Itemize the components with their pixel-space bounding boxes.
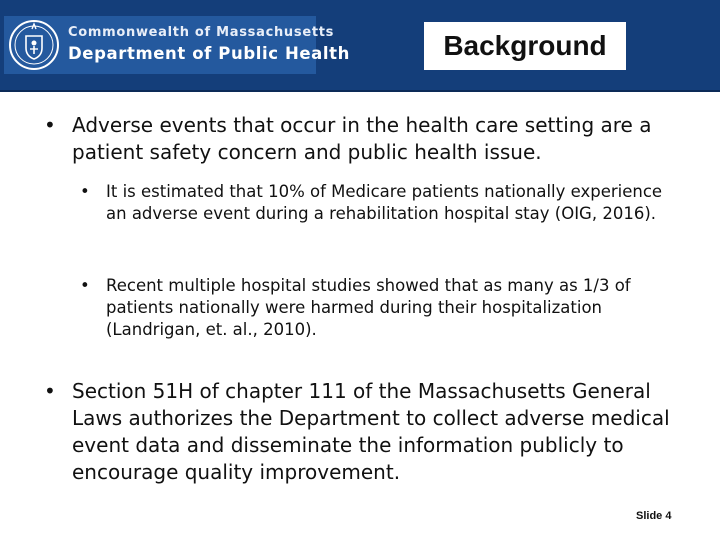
state-seal-icon <box>8 19 60 71</box>
bullet-text: It is estimated that 10% of Medicare patients nationally experience an adverse event during a rehabilitation hospital stay (OIG, 2016). <box>106 182 663 223</box>
title-box <box>424 22 626 70</box>
bullet-marker: • <box>80 182 90 201</box>
slide-title: Background <box>443 30 607 61</box>
bullet-text: Section 51H of chapter 111 of the Massachusetts General Laws authorizes the Department to collect adverse medical event data and disseminate the information publicly to encourage quality improvement. <box>72 379 670 484</box>
bullet-text: Recent multiple hospital studies showed that as many as 1/3 of patients nationally were harmed during their hospitalization (Landrigan, et. al., 2010). <box>106 276 631 339</box>
bullet-marker: • <box>44 113 56 137</box>
header-divider <box>0 90 720 92</box>
bullet-marker: • <box>80 276 90 295</box>
logo-line-2: Department of Public Health <box>68 44 350 63</box>
bullet-text: Adverse events that occur in the health care setting are a patient safety concern and public health issue. <box>72 113 652 164</box>
bullet-marker: • <box>44 379 56 403</box>
slide-number: Slide 4 <box>636 510 672 522</box>
dph-logo <box>4 16 350 74</box>
logo-line-1: Commonwealth of Massachusetts <box>68 25 335 40</box>
